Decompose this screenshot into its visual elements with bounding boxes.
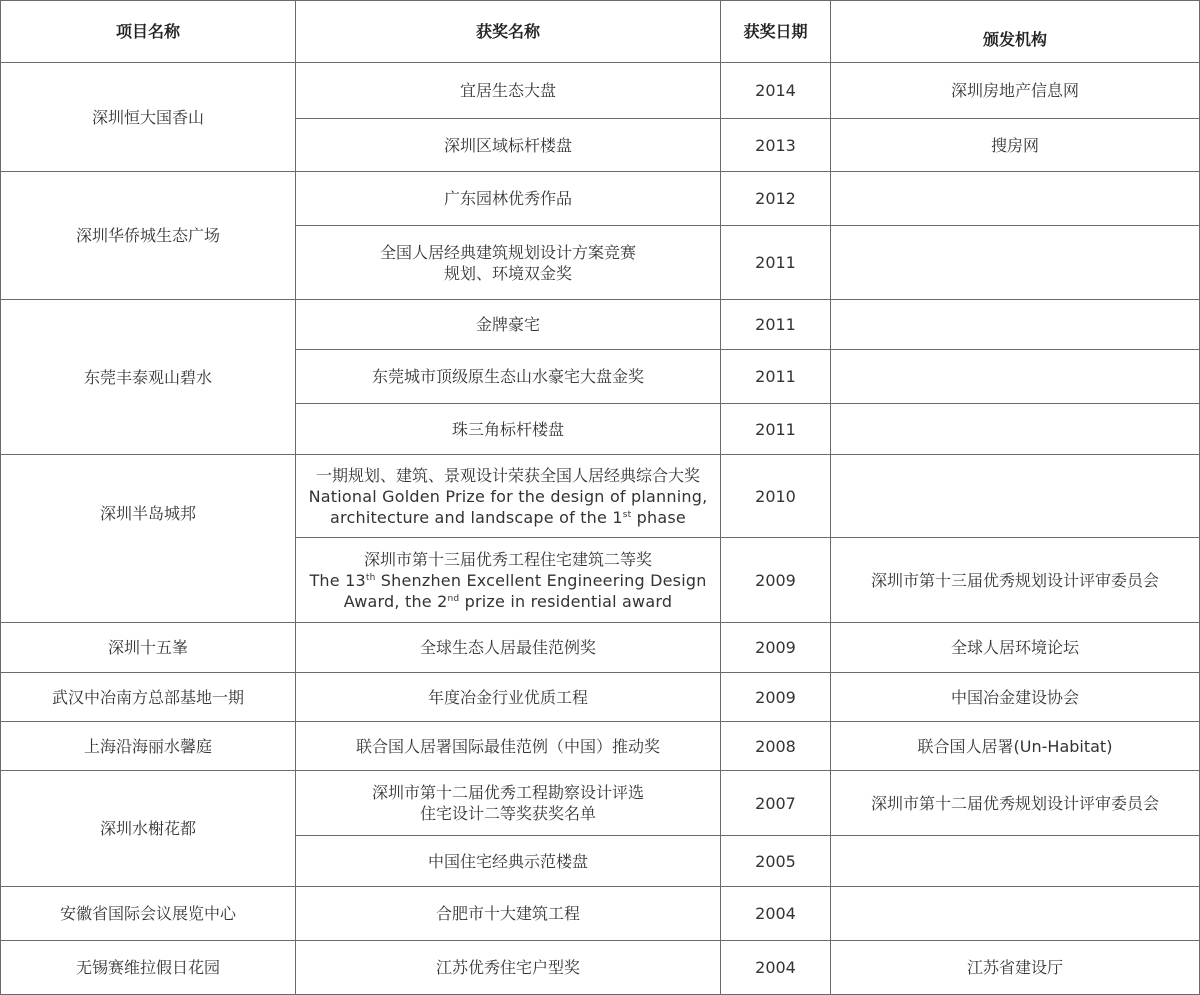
award-cell: 宜居生态大盘 — [296, 63, 721, 119]
year-cell: 2011 — [721, 226, 831, 300]
year-cell: 2014 — [721, 63, 831, 119]
table-row — [1, 941, 1200, 995]
header-row — [1, 1, 1200, 63]
year-cell: 2010 — [721, 455, 831, 538]
award-cell: 中国住宅经典示范楼盘 — [296, 836, 721, 887]
issuer-cell: 深圳市第十三届优秀规划设计评审委员会 — [831, 538, 1200, 623]
table-row — [1, 455, 1200, 538]
award-line: 深圳市第十二届优秀工程勘察设计评选 — [371, 783, 644, 802]
award-line: 住宅设计二等奖获奖名单 — [419, 804, 596, 823]
award-cell — [296, 538, 721, 623]
project-cell: 安徽省国际会议展览中心 — [1, 887, 296, 941]
issuer-cell — [831, 300, 1200, 350]
issuer-cell: 联合国人居署(Un-Habitat) — [831, 722, 1200, 771]
award-text: The 13 — [309, 570, 366, 590]
table-row — [1, 63, 1200, 119]
award-line-en — [302, 570, 714, 591]
project-cell: 上海沿海丽水馨庭 — [1, 722, 296, 771]
award-text: Award, the 2 — [343, 591, 448, 611]
year-cell: 2007 — [721, 771, 831, 836]
year-cell: 2011 — [721, 404, 831, 455]
award-text: Shenzhen Excellent Engineering Design — [375, 570, 707, 590]
award-cell: 联合国人居署国际最佳范例（中国）推动奖 — [296, 722, 721, 771]
award-line-en — [302, 591, 714, 612]
project-cell: 深圳水榭花都 — [1, 771, 296, 887]
header-issuer: 颁发机构 — [831, 1, 1200, 63]
award-line: 深圳市第十三届优秀工程住宅建筑二等奖 — [363, 549, 652, 569]
issuer-cell: 江苏省建设厅 — [831, 941, 1200, 995]
year-cell: 2008 — [721, 722, 831, 771]
table-row — [1, 722, 1200, 771]
project-cell: 深圳半岛城邦 — [1, 455, 296, 623]
ordinal-suffix: th — [365, 572, 376, 583]
award-text: prize in residential award — [459, 591, 673, 611]
award-cell: 全球生态人居最佳范例奖 — [296, 623, 721, 673]
issuer-cell: 全球人居环境论坛 — [831, 623, 1200, 673]
table-row — [1, 172, 1200, 226]
award-cell — [296, 771, 721, 836]
table-row — [1, 673, 1200, 722]
year-cell: 2009 — [721, 623, 831, 673]
year-cell: 2009 — [721, 538, 831, 623]
project-cell: 武汉中冶南方总部基地一期 — [1, 673, 296, 722]
year-cell: 2004 — [721, 941, 831, 995]
issuer-cell — [831, 172, 1200, 226]
award-line-en: National Golden Prize for the design of planning, — [308, 486, 708, 506]
issuer-cell — [831, 887, 1200, 941]
award-cell: 金牌豪宅 — [296, 300, 721, 350]
header-project: 项目名称 — [1, 1, 296, 63]
ordinal-suffix: nd — [447, 593, 460, 604]
issuer-cell — [831, 226, 1200, 300]
issuer-cell: 深圳市第十二届优秀规划设计评审委员会 — [831, 771, 1200, 836]
award-cell — [296, 226, 721, 300]
project-cell: 深圳十五峯 — [1, 623, 296, 673]
table-row — [1, 887, 1200, 941]
award-cell: 珠三角标杆楼盘 — [296, 404, 721, 455]
header-award: 获奖名称 — [296, 1, 721, 63]
award-line: 一期规划、建筑、景观设计荣获全国人居经典综合大奖 — [315, 465, 700, 485]
year-cell: 2011 — [721, 300, 831, 350]
table-row — [1, 300, 1200, 350]
award-cell: 深圳区域标杆楼盘 — [296, 119, 721, 172]
award-line: 全国人居经典建筑规划设计方案竞赛 — [379, 242, 636, 262]
table-row — [1, 623, 1200, 673]
issuer-cell: 中国冶金建设协会 — [831, 673, 1200, 722]
project-cell: 深圳华侨城生态广场 — [1, 172, 296, 300]
issuer-cell — [831, 404, 1200, 455]
award-line-en — [302, 507, 714, 528]
issuer-cell: 搜房网 — [831, 119, 1200, 172]
year-cell: 2012 — [721, 172, 831, 226]
award-text: architecture and landscape of the 1 — [330, 507, 623, 527]
table-row — [1, 771, 1200, 836]
issuer-cell: 深圳房地产信息网 — [831, 63, 1200, 119]
ordinal-suffix: st — [622, 509, 632, 520]
award-text: phase — [631, 507, 686, 527]
award-cell: 广东园林优秀作品 — [296, 172, 721, 226]
award-cell — [296, 455, 721, 538]
award-cell: 年度冶金行业优质工程 — [296, 673, 721, 722]
year-cell: 2004 — [721, 887, 831, 941]
issuer-cell — [831, 455, 1200, 538]
issuer-cell — [831, 836, 1200, 887]
project-cell: 深圳恒大国香山 — [1, 63, 296, 172]
year-cell: 2005 — [721, 836, 831, 887]
header-date: 获奖日期 — [721, 1, 831, 63]
award-line: 规划、环境双金奖 — [443, 263, 572, 283]
issuer-cell — [831, 350, 1200, 404]
year-cell: 2009 — [721, 673, 831, 722]
year-cell: 2013 — [721, 119, 831, 172]
year-cell: 2011 — [721, 350, 831, 404]
project-cell: 无锡赛维拉假日花园 — [1, 941, 296, 995]
award-cell: 合肥市十大建筑工程 — [296, 887, 721, 941]
award-cell: 东莞城市顶级原生态山水豪宅大盘金奖 — [296, 350, 721, 404]
project-cell: 东莞丰泰观山碧水 — [1, 300, 296, 455]
award-cell: 江苏优秀住宅户型奖 — [296, 941, 721, 995]
